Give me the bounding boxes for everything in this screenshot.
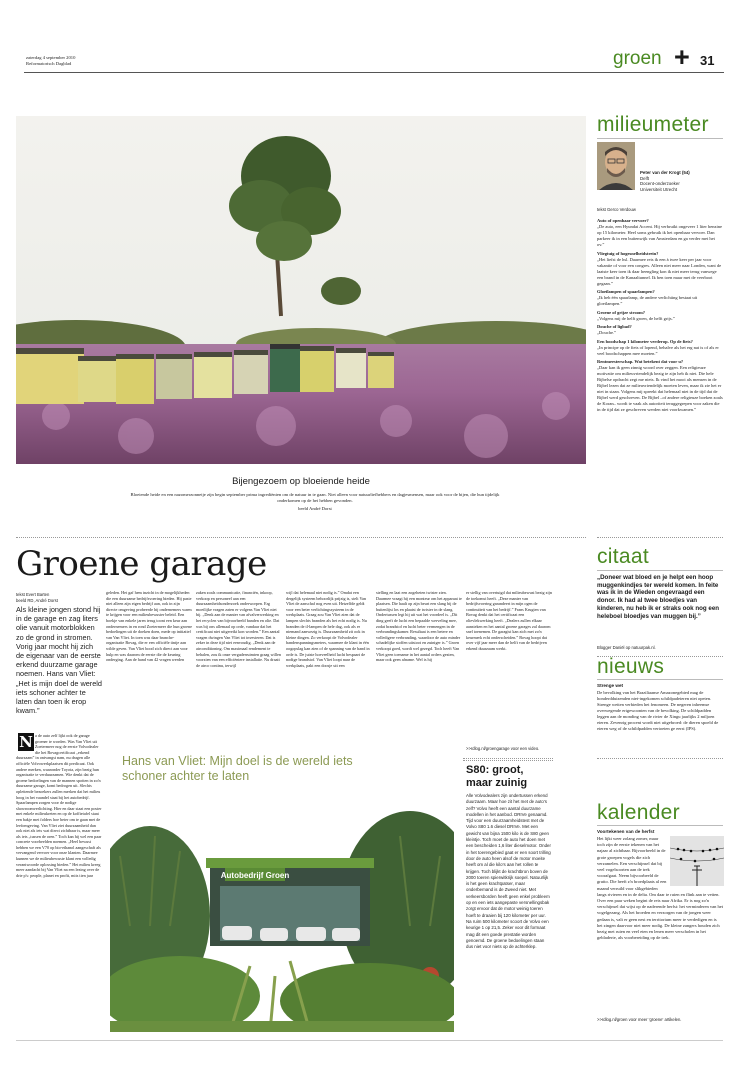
citaat-quote: „Doneer wat bloed en je helpt een hoop muggenkindjes ter wereld komen. In feite was ik in de Wieden ongevraagd een donor. Ik had al twee bloedjes van kinderen, nu heb ik er straks ook nog een heleboel bloedjes van muggen bij.” xyxy=(597,574,720,620)
qa-item: Douche of ligbad? „Douche.” xyxy=(597,324,632,335)
person-role: Docent-onderzoeker xyxy=(640,181,680,187)
section-name: groen xyxy=(613,48,662,69)
citaat-heading: citaat xyxy=(597,545,649,568)
garage-photo xyxy=(110,796,454,1032)
drop-cap: N xyxy=(19,733,33,751)
kalender-link[interactable]: >>rdlog.nl/groen voor meer 'groene' artikelen. xyxy=(597,1017,682,1022)
article-column-2: geleden. Het gaf hem inzicht in de mogelijkheden die een duurzame bedrijfsvoering bieden. Hij paste niet alleen zijn eigen bedrijf aan, ook in zijn directe omgeving probeerde hij ondernemers warm te krijgen voor een milieubewuster beleid. Een boekje van enkele jaren terug toont een keur aan ondernemers in en rond Zoetermeer die hun groene bedoelingen uit de doeken doen, mede op initiatief van Van Vliet. In toen was daar branche-organisatie Bovag, die er een officiële tintje aan wilde geven. Van Vliet bood zich direct aan voor hulp en was daarom de eerste die de keuring onderging. Aan de hand van 42 vragen werden xyxy=(106,590,192,663)
qa-item: Groene of grijze stroom? „Volgens mij de helft groen, de helft grijs.” xyxy=(597,309,675,321)
pull-quote: Hans van Vliet: Mijn doel is de wereld iets schoner achter te laten xyxy=(122,754,353,783)
sidebox-text: Alle Volvodealers zijn ondertussen erkend duurzaam. Maar hoe zit het met de auto's zelf? Volvo heeft een aantal duurzame modellen in het aanbod. DRIVe genaamd. Tijd voor een duurzaamheidstest met de Volvo S80 1.6 diesel DRIVe. Met een gewicht van bijna 1500 kilo is de S80 geen kleintje. Toch moet de auto het doen met een bescheiden 1,6 liter dieselmotor. Onder in het toerengebied gaat er een soort trilling door de auto heen alsof de motor moeite heeft om al die kilo's aan het rollen te krijgen. Toch blijkt de krachtbron boven de 2000 toeren spierwitkrijk soepel. Natuurlijk is het geen krachtpatser, maar onderbemand is de Zweed niet. Met verkeersborden heeft geen enkel probleem op en een iets aangepaste versnellingsbak zorgt ervoor dat de motor weinig toeren hoeft te draaien bij 120 kilometer per uur. Na ruim 500 kilometer scoort de Volvo een keurige 1 op 21,5. Zeker voor dit formaat mag dit een goede prestatie worden genoemd. De groene bedoelingen staan dus niet voor niets op de achterklep. xyxy=(466,793,551,950)
nieuws-heading: nieuws xyxy=(597,655,665,678)
qa-item: Auto of openbaar vervoer? „De auto, een Hyundai Accent. Hij verbruikt ongeveer 1 liter benzine op 15 kilometer. Heel soms gebruik ik het openbaar vervoer. Dan parkeer ik in een buitenwijk van Amsterdam en ga verder met het ov.” xyxy=(597,218,722,247)
kalender-text: Het lijkt weer zolang zomer, maar toch zijn de eerste tekenen van het najaar al zichtbaar. Bijvoorbeeld in de grote groepen vogels die zich verzamelen. Een verschijnsel dat bij veel vogelsoorten aan de trek voorafgaat. Neem bijvoorbeeld de grutto. Die heeft z'n broedplaats al een maand verruild voor slikgebieden langs rivieren en in de delta. Om daar te ruien en flink aan te vetten. Over een paar weken begint de reis naar Afrika. Er is nog zo'n verschijnsel dat wijst op de naderende herfst: het verminderen van het vogelgezang. Als het broeden en verzorgen van de jongen weer gedaan is, valt er geen nest en territorium meer te verdedigen en is het zingen daarvoor niet meer nodig. De kleine zangers houden zich bezig met ruien en veel eten en lenen meer verscholen in het gebladerte, als voorbereiding op de trek. xyxy=(597,836,723,941)
garage-sign: Autobedrijf Groen xyxy=(220,871,290,880)
article-column-3: zaken zoals communicatie, financiën, inkoop, verkoop en personeel aan een duurzaamheidsonderzoek onderworpen. Erg moeilijke vragen zaten er volgens Van Vliet niet bij. „Denk aan de manier van afvalverwerking en het recyclen van bijvoorbeeld banden en olie. Dat was bij ons allemaal op orde, vandaar dat het certificaat niet uitgereikt kon worden.” Een aantal vragen dwingen Van Vliet tot investeren. Dat is zeker in deze tijd niet eenvoudig. „Denk aan de airconditioning. Om maximaal rendement te behalen, zou ik onze vergaderruimten graag willen voorzien van een efficiëntere installatie. Nu draait de airco continu, terwijl xyxy=(196,590,281,668)
article-column-1: a de auto zelf lijkt ook de garage groener te worden. Was Van Vliet uit Zoetermeer nog de eerste Volvodealer die het Bovagcertificaat „erkend duurzaam” in ontvangst nam, nu dragen alle officiële Volvowerkplaatsen dit predicaat. Ook andere merken, waaronder Toyota, zijn bezig hun organisatie te verduurzamen. Wie denkt dat de groene bedoelingen van de mannen spotten in zo'n duurzame garage, komt bedrogen uit. Slechts oplettende bezoekers zullen merken dat het milieu hoog in het vaandel staat bij het autobedrijf. Spaarlampen zorgen voor de nodige showroomverlichting. Hier en daar staat een poster met enkele milieukreten en op de koffietafel staat een bakje met folders hoe beter om te gaan met de leefomgeving. Van Vliet ziet duurzaamheid dan ook niet als iets wat direct zichtbaar is, maar meer als iets „tussen de oren.” Toch kan hij wel een paar concrete voorbeelden noemen. „Heel bewust hebben we een V70 op bio-ethanol aangeschaft als vervangend vervoer voor onze klanten. Daarmee kunnen we de milieubewuste klant een volledig verantwoorde oplossing bieden.” Het milieu kreeg meer aandacht bij Van Vliet na een lezing over de drie p's: people, planet en profit, mits tien jaar xyxy=(16,733,102,878)
kalender-subhead: Voortekenen van de herfst xyxy=(597,829,655,834)
milieumeter-heading: milieumeter xyxy=(597,113,709,136)
nieuws-subhead: Strenge wet xyxy=(597,683,624,688)
qa-item: Een boodschap 1 kilometer verderop. Op de fiets? „In principe op de fiets of lopend, behalve als het erg nat is of als er veel boodschappen mee moeten.” xyxy=(597,338,719,356)
article-byline-photo: beeld RD, André Dorst xyxy=(16,597,58,603)
article-column-6: er stellig van overtuigd dat milieubewust bezig zijn de toekomst heeft. „Deze manier van bedrijfsvoering garandeert in mijn ogen de continuïteit van het bedrijf.” Frans Krugten van Bovag denkt dat het certificaat een olievlekwerking heeft. „Dealers zullen elkaar aansteken en het aantal groene garages zal daarom snel toenemen. De garagist kan zich met zo'n keurmerk echt onderscheiden.” Bovag hoopt dat over vijf jaar meer dan de helft van de bedrijven erkend duurzaam werkt. xyxy=(466,590,552,651)
video-link[interactable]: >>rdlog.nl/groengarage voor een video. xyxy=(466,746,540,751)
qa-item: Gloeilampen of spaarlampen? „Ik heb één spaarlamp, de andere verlichting bestaat uit gloeilampen.” xyxy=(597,289,698,306)
milieumeter-byline: tekst Gerco Verdouw xyxy=(597,207,636,212)
plus-icon: + xyxy=(674,42,690,72)
newspaper-name: Reformatorisch Dagblad xyxy=(26,61,72,66)
nieuws-text: De bevolking van het Braziliaanse Amazonegebied mag de honderdduizenden niet-ingekomen schildpadeieren niet opeten. Strenge wetten verbieden het fenomeen. De negeren inheemse overwegende ertgewoonten van de bevolking. De schildpadden leggen aan de monding van de rivier de Xingu jaarlijks 2 miljoen eieren. Zevenrig procent wordt niet uitgebroed: de dieren spoeld de eieren weg of de schildpadden vertoeten ge eerst (IPS). xyxy=(597,690,719,731)
portrait-photo xyxy=(597,142,635,190)
article-headline: Groene garage xyxy=(16,544,267,584)
milieumeter-qa xyxy=(597,218,723,524)
qa-item: Rentmeesterschap. Wat betekent dat voor u? „Daar kan ik geen zinnig woord over zeggen. Een religieuze motivatie om milieuvriendelijk bezig te zijn heb ik niet. Die hele Bijbelse opdracht zegt me niets. Ik vind het mooi als mensen in de Bijbel lezen dat ze milieuvriendelijk moeten leven, maar ik zie het er niet in staan. Volgens mij spreekt dat helemaal niet in de tijd dat de Bijbel werd geschreven. De Bijbel –of andere religieuze boeken zoals de Koran– wordt te vaak als autoriteit teruggegrepen voor zaken die in de tijd dat ze geschreven werden niet voorkwamen.” xyxy=(597,359,723,412)
issue-date: zaterdag 4 september 2010 xyxy=(26,55,76,60)
article-column-5: stelling en laat een zogeheten twister zien. Daarmee vraagt hij een monteur om het apparaat te plaatsen. Die haalt op zijn beurt een slang bij de buitenlijst los en plaatst de twister in de slang. Ondertussen legt hij uit wat het voordeel is. „Dit ding geeft de lucht een bepaalde werveling mee, zodat brandstof en lucht beter vermengen in de verbrandingskamer. Resultaat is een betere en volledigere verbranding, waardoor de auto minder schadelijke stoffen uitstoot en zuiniger is.” Groen verkoopt goed, wordt wel gezegd. Toch heeft Van Vliet geen toename in het aantal orders gezien, maar ook geen afname. Wel is hij xyxy=(376,590,462,663)
sidebox-title: S80: groot, maar zuinig xyxy=(466,764,528,789)
kalender-heading: kalender xyxy=(597,801,680,824)
person-city: Delft xyxy=(640,175,650,181)
person-affiliation: Universiteit Utrecht xyxy=(640,186,678,192)
photo-credit: beeld André Dorst xyxy=(298,506,332,511)
page-number: 31 xyxy=(700,53,715,68)
article-column-4: wijl dat helemaal niet nodig is.” Omdat een dergelijk systeem behoorlijk prijzig is, stelt Van Vliet de aanschaf nog even uit. Hetzelfde geldt voor een beter verlichtingssysteem in de werkplaats. Graag zou Van Vliet zien dat de lampen slechts branden als het echt nodig is. Nu branden de tl-lampen de hele dag, ook als er niemand aanwezig is. Duurzaamheid zit ook in kleine dingen. Zo verkoopt de Volvodealer bandenspanningsmeters, waarmee de klant in één oogopslag kan zien of de spanning van de band in orde is. De juiste hoeveelheid lucht bespaart de nodige brandstof. Van Vliet loopt naar de werkplaats, pakt een doosje uit een xyxy=(286,590,370,668)
article-intro: Als kleine jongen stond hij in de garage en zag liters olie vanuit motorblokken zo de grond in stromen. Vorig jaar mocht hij zich de eigenaar van de eerste erkend duurzame garage noemen. Hans van Vliet: „Het is mijn doel de wereld iets schoner achter te laten dan toen ik erop kwam.” xyxy=(16,605,102,716)
article-byline-text: tekst Evert Barten xyxy=(16,592,50,597)
citaat-source: Blogger Daniël op natuurpak.nl. xyxy=(597,645,656,650)
person-name: Peter van der Krogt (54) xyxy=(640,170,690,175)
photo-caption-text: Bloeiende heide en een nazomerzonnetje zijn begin september prima ingrediënten om de natuur in te gaan. Niet alleen voor natuurliefhebbers en dagjesmensen, maar ook voor de bijen, die hun tijdelijk onderkomen op de hei hebben gevonden. xyxy=(130,492,500,504)
photo-caption-title: Bijengezoem op bloeiende heide xyxy=(232,476,370,487)
qa-item: Vliegtuig of hogesnelheidstrein? „Het liefst de hsl. Daarmee reis ik een à twee keer per jaar voor vakantie of voor een congres. Alleen niet meer naar Londen, want de laatste keer toen ik daar heengling kon ik niet meer terug vanwege een brand in de Kanaaltunnel. Ik ben toen maar met de veerboot gegaan.” xyxy=(597,250,722,286)
heather-beehives-photo xyxy=(16,116,586,464)
